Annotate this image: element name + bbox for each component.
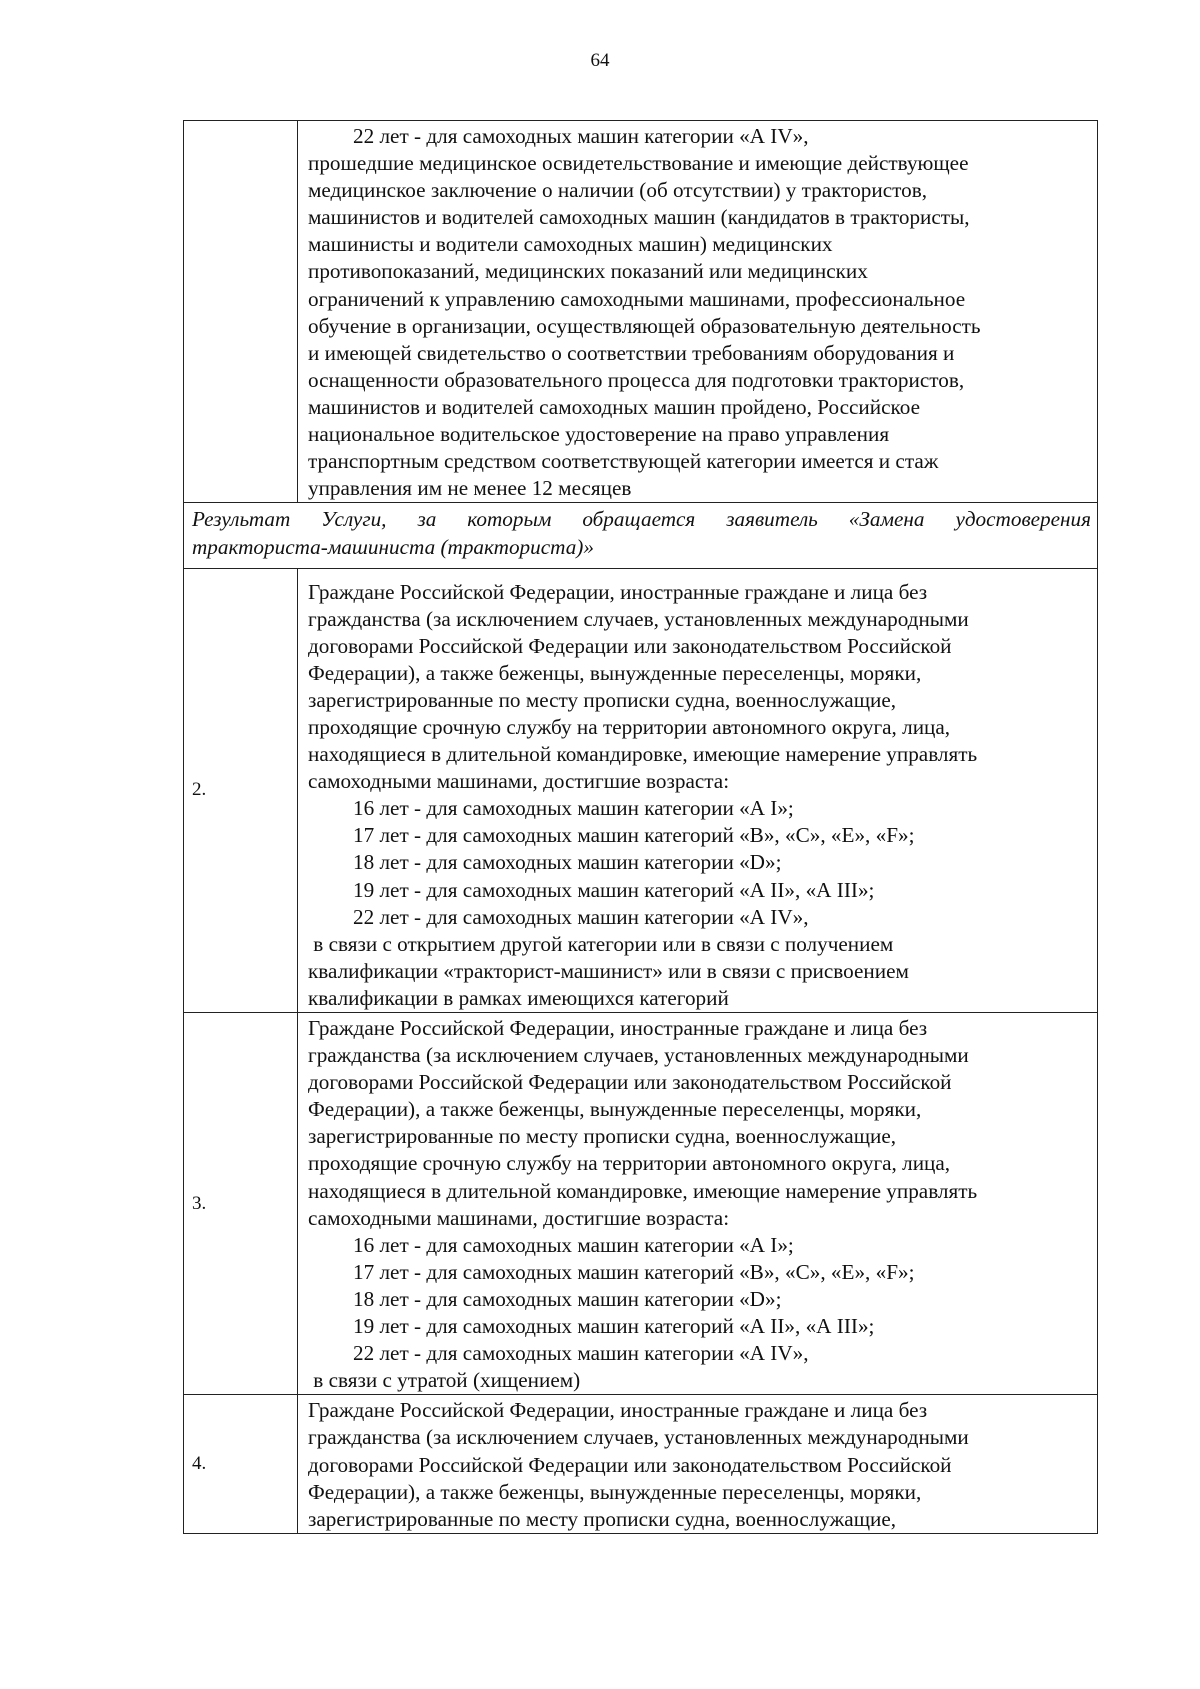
result-heading bbox=[184, 503, 1098, 568]
table-row-4 bbox=[184, 1395, 1098, 1533]
text-line: транспортным средством соответствующей категории имеется и стаж bbox=[308, 449, 939, 474]
text-line: в связи с утратой (хищением) bbox=[308, 1368, 581, 1393]
text-line: 18 лет - для самоходных машин категории «D»; bbox=[353, 1286, 782, 1311]
text-line: 17 лет - для самоходных машин категорий «В», «С», «Е», «F»; bbox=[353, 1259, 915, 1284]
text-line: 16 лет - для самоходных машин категории «А I»; bbox=[353, 796, 794, 821]
text-line: 22 лет - для самоходных машин категории «А IV», bbox=[353, 904, 809, 929]
text-line: договорами Российской Федерации или законодательством Российской bbox=[308, 633, 952, 658]
text-line: Федерации), а также беженцы, вынужденные переселенцы, моряки, bbox=[308, 1097, 922, 1122]
table-row-3 bbox=[184, 1013, 1098, 1395]
text-line: самоходными машинами, достигшие возраста: bbox=[308, 769, 730, 794]
result-heading-line: тракториста-машиниста (тракториста)» bbox=[192, 534, 594, 559]
text-line: оснащенности образовательного процесса для подготовки трактористов, bbox=[308, 367, 965, 392]
text-line: в связи с открытием другой категории или в связи с получением bbox=[308, 931, 894, 956]
text-line: гражданства (за исключением случаев, установленных международными bbox=[308, 1425, 969, 1450]
table-row-continuation bbox=[184, 121, 1098, 503]
text-line: Граждане Российской Федерации, иностранные граждане и лица без bbox=[308, 1398, 928, 1423]
row-number: 3. bbox=[184, 1013, 298, 1395]
text-line: национальное водительское удостоверение на право управления bbox=[308, 422, 890, 447]
text-line: 17 лет - для самоходных машин категорий «В», «С», «Е», «F»; bbox=[353, 823, 915, 848]
text-line: Федерации), а также беженцы, вынужденные переселенцы, моряки, bbox=[308, 1479, 922, 1504]
text-line: машинисты и водители самоходных машин) медицинских bbox=[308, 232, 833, 257]
text-line: противопоказаний, медицинских показаний или медицинских bbox=[308, 259, 868, 284]
row-text bbox=[298, 121, 1098, 503]
text-line: ограничений к управлению самоходными машинами, профессиональное bbox=[308, 286, 966, 311]
text-line: Граждане Российской Федерации, иностранные граждане и лица без bbox=[308, 579, 928, 604]
table-row-2 bbox=[184, 568, 1098, 1013]
text-line: договорами Российской Федерации или законодательством Российской bbox=[308, 1452, 952, 1477]
text-line: управления им не менее 12 месяцев bbox=[308, 476, 632, 501]
text-line: находящиеся в длительной командировке, имеющие намерение управлять bbox=[308, 742, 978, 767]
row-text bbox=[298, 568, 1098, 1013]
text-line: обучение в организации, осуществляющей образовательную деятельность bbox=[308, 313, 981, 338]
text-line: 19 лет - для самоходных машин категорий «А II», «А III»; bbox=[353, 877, 875, 902]
text-line: квалификации в рамках имеющихся категорий bbox=[308, 985, 729, 1010]
row-text bbox=[298, 1395, 1098, 1533]
result-heading-line: Результат Услуги, за которым обращается заявитель «Замена удостоверения bbox=[192, 507, 1091, 532]
text-line: гражданства (за исключением случаев, установленных международными bbox=[308, 606, 969, 631]
text-line: проходящие срочную службу на территории автономного округа, лица, bbox=[308, 1151, 951, 1176]
result-heading-row bbox=[184, 503, 1098, 568]
text-line: квалификации «тракторист-машинист» или в связи с присвоением bbox=[308, 958, 909, 983]
page-number: 64 bbox=[590, 50, 610, 71]
text-line: 16 лет - для самоходных машин категории «А I»; bbox=[353, 1232, 794, 1257]
text-line: 22 лет - для самоходных машин категории «А IV», bbox=[353, 1341, 809, 1366]
text-line: машинистов и водителей самоходных машин (кандидатов в трактористы, bbox=[308, 205, 970, 230]
text-line: гражданства (за исключением случаев, установленных международными bbox=[308, 1043, 969, 1068]
services-table bbox=[183, 120, 1098, 1534]
text-line: самоходными машинами, достигшие возраста: bbox=[308, 1205, 730, 1230]
text-line: 22 лет - для самоходных машин категории «А IV», bbox=[353, 124, 809, 148]
text-line: Граждане Российской Федерации, иностранные граждане и лица без bbox=[308, 1016, 928, 1040]
text-line: Федерации), а также беженцы, вынужденные переселенцы, моряки, bbox=[308, 660, 922, 685]
text-line: договорами Российской Федерации или законодательством Российской bbox=[308, 1070, 952, 1095]
text-line: машинистов и водителей самоходных машин пройдено, Российское bbox=[308, 394, 920, 419]
text-line: зарегистрированные по месту прописки судна, военнослужащие, bbox=[308, 1124, 897, 1149]
text-line: 18 лет - для самоходных машин категории «D»; bbox=[353, 850, 782, 875]
row-number: 4. bbox=[184, 1395, 298, 1533]
text-line: медицинское заключение о наличии (об отсутствии) у трактористов, bbox=[308, 178, 927, 203]
text-line: проходящие срочную службу на территории автономного округа, лица, bbox=[308, 714, 951, 739]
text-line: прошедшие медицинское освидетельствование и имеющие действующее bbox=[308, 151, 969, 176]
text-line: зарегистрированные по месту прописки судна, военнослужащие, bbox=[308, 1506, 897, 1531]
text-line: и имеющей свидетельство о соответствии требованиям оборудования и bbox=[308, 340, 955, 365]
text-line: 19 лет - для самоходных машин категорий «А II», «А III»; bbox=[353, 1314, 875, 1339]
row-number-empty bbox=[184, 121, 298, 503]
row-number: 2. bbox=[184, 568, 298, 1013]
text-line: зарегистрированные по месту прописки судна, военнослужащие, bbox=[308, 687, 897, 712]
text-line: находящиеся в длительной командировке, имеющие намерение управлять bbox=[308, 1178, 978, 1203]
row-text bbox=[298, 1013, 1098, 1395]
